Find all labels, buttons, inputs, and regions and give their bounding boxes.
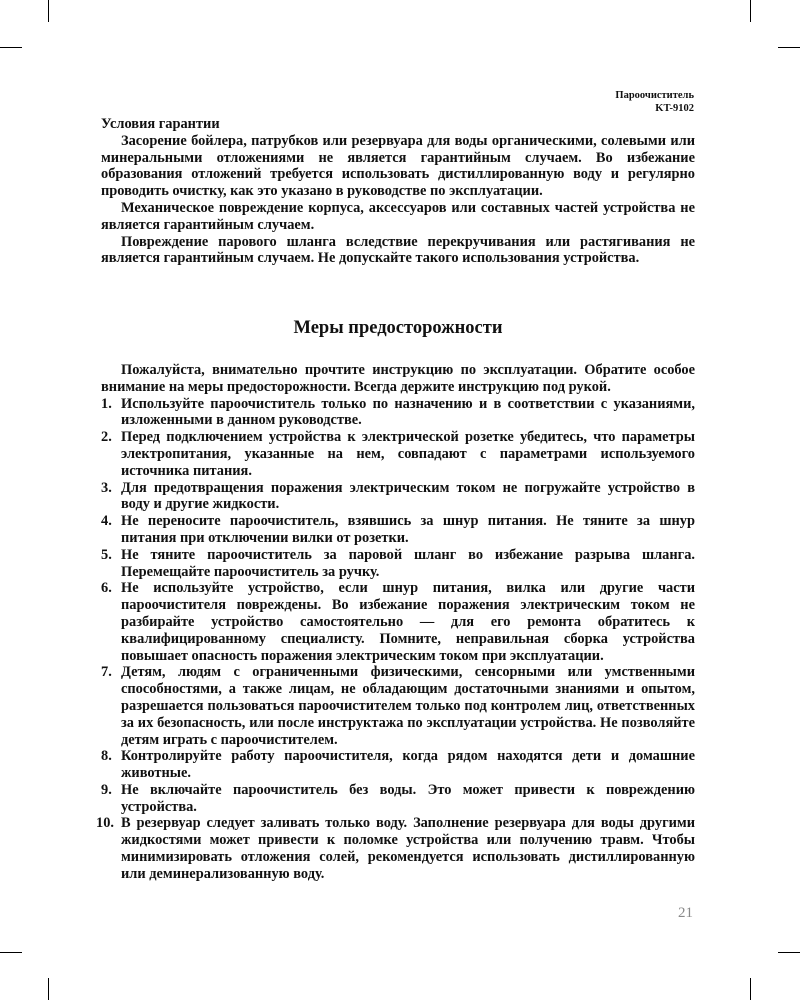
- warranty-paragraph: Повреждение парового шланга вследствие перекручивания или растягивания не является гарантийным случаем. Не допускайте такого использования устройства.: [101, 233, 695, 267]
- precautions-intro: Пожалуйста, внимательно прочтите инструкцию по эксплуатации. Обратите особое внимание на меры предосторожности. Всегда держите инструкцию под рукой.: [101, 361, 695, 395]
- item-text: Для предотвращения поражения электрическим током не погружайте устройство в воду и другие жидкости.: [121, 479, 695, 513]
- crop-mark: [0, 952, 22, 953]
- item-text: Не включайте пароочиститель без воды. Это может привести к повреждению устройства.: [121, 781, 695, 815]
- crop-mark: [778, 952, 800, 953]
- item-number: 4.: [101, 513, 112, 530]
- crop-mark: [778, 47, 800, 48]
- item-number: 10.: [96, 815, 114, 832]
- item-text: Перед подключением устройства к электрической розетке убедитесь, что параметры электропитания, указанные на нем, совпадают с параметрами используемого источника питания.: [121, 429, 695, 479]
- list-item: [101, 396, 695, 430]
- item-text: Не переносите пароочиститель, взявшись за шнур питания. Не тяните за шнур питания при отключении вилки от розетки.: [121, 513, 695, 546]
- item-number: 2.: [101, 429, 112, 446]
- item-number: 9.: [101, 781, 112, 798]
- item-number: 8.: [101, 748, 112, 765]
- item-number: 6.: [101, 580, 112, 597]
- list-item: [101, 547, 695, 581]
- section-title: Меры предосторожности: [293, 318, 503, 339]
- item-number: 7.: [101, 664, 112, 681]
- page-content: [96, 116, 695, 883]
- crop-mark: [750, 0, 751, 22]
- warranty-paragraph: Механическое повреждение корпуса, аксессуаров или составных частей устройства не является гарантийным случаем.: [101, 199, 695, 233]
- list-item: [101, 429, 695, 479]
- item-text: Не используйте устройство, если шнур питания, вилка или другие части пароочистителя повреждены. Во избежание поражения электрическим током не разбирайте устройство самостоятельно — для его ремонта обратитесь к квалифицированному специалисту. Помните, неправильная сборка устройства повышает опасность поражения электрическим током при эксплуатации.: [121, 580, 695, 664]
- item-text: Контролируйте работу пароочистителя, когда рядом находятся дети и домашние животные.: [121, 748, 695, 782]
- crop-mark: [48, 0, 49, 22]
- header-product: Пароочиститель: [615, 90, 694, 101]
- list-item: [101, 480, 695, 514]
- item-number: 5.: [101, 546, 112, 563]
- list-item: [101, 782, 695, 816]
- list-item: [96, 815, 695, 882]
- item-text: В резервуар следует заливать только воду. Заполнение резервуара для воды другими жидкостями может привести к поломке устройства или получению травм. Чтобы минимизировать отложения солей, рекомендуется использовать дистиллированную или деминерализованную воду.: [121, 815, 695, 882]
- crop-mark: [48, 978, 49, 1000]
- precautions-list: [96, 395, 695, 883]
- warranty-paragraph: Засорение бойлера, патрубков или резервуара для воды органическими, солевыми или минеральными отложениями не является гарантийным случаем. Во избежание образования отложений требуется использовать дистиллированную воду и регулярно проводить очистку, как это указано в руководстве по эксплуатации.: [101, 132, 695, 200]
- list-item: [101, 748, 695, 782]
- crop-mark: [750, 978, 751, 1000]
- list-item: [101, 580, 695, 664]
- page-number: 21: [678, 905, 693, 921]
- list-item: [101, 513, 695, 547]
- crop-mark: [0, 47, 22, 48]
- warranty-heading: Условия гарантии: [101, 116, 220, 132]
- list-item: [101, 664, 695, 748]
- header-model: KT-9102: [655, 103, 694, 114]
- running-header: [615, 89, 694, 115]
- item-text: Детям, людям с ограниченными физическими, сенсорными или умственными способностями, а также лицам, не обладающим достаточными знаниями и опытом, разрешается пользоваться пароочистителем только под контролем лиц, ответственных за их безопасность, или после инструктажа по эксплуатации устройства. Не позволяйте детям играть с пароочистителем.: [121, 664, 695, 748]
- item-number: 3.: [101, 479, 112, 496]
- item-text: Не тяните пароочиститель за паровой шланг во избежание разрыва шланга. Перемещайте пароочиститель за ручку.: [121, 546, 695, 580]
- item-text: Используйте пароочиститель только по назначению и в соответствии с указаниями, изложенными в данном руководстве.: [121, 395, 695, 429]
- item-number: 1.: [101, 395, 112, 412]
